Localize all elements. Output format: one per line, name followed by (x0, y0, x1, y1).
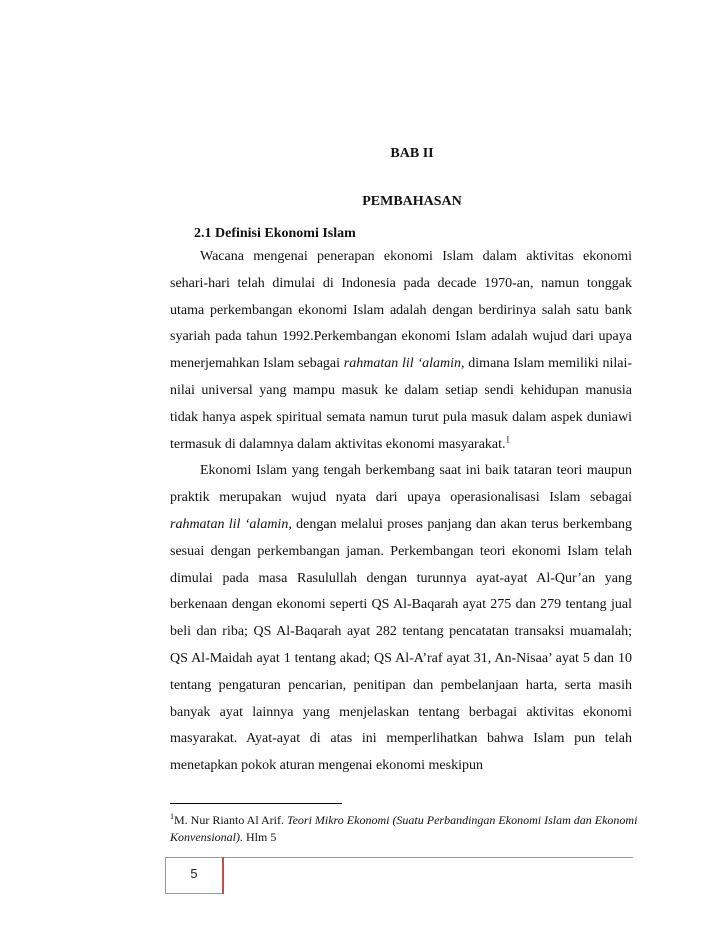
paragraph-1-text-a: Wacana mengenai penerapan ekonomi Islam dalam aktivitas ekonomi sehari-hari telah dimulai di Indonesia pada decade 1970-an, namun tonggak utama perkembangan ekonomi Islam adalah dengan berdirinya salah satu bank syariah pada tahun 1992.Perkembangan ekonomi Islam adalah wujud dari upaya menerjemahkan Islam sebagai (170, 249, 632, 372)
chapter-heading: BAB II (390, 146, 434, 161)
footnote-author: M. Nur Rianto Al Arif. (174, 813, 287, 827)
paragraph-2-text-b: , dengan melalui proses panjang dan akan terus berkembang sesuai dengan perkembangan jaman. Perkembangan teori ekonomi Islam telah dimulai pada masa Rasulullah dengan turunnya ayat-ayat Al-Qur’an yang berkenaan dengan ekonomi seperti QS Al-Baqarah ayat 275 dan 279 tentang jual beli dan riba; QS Al-Baqarah ayat 282 tentang pencatatan transaksi muamalah; QS Al-Maidah ayat 1 tentang akad; QS Al-A’raf ayat 31, An-Nisaa’ ayat 5 dan 10 tentang pengaturan pencarian, penitipan dan pembelanjaan harta, serta masih banyak ayat lainnya yang menjelaskan tentang berbagai aktivitas ekonomi masyarakat. Ayat-ayat di atas ini memperlihatkan bahwa Islam pun telah menetapkan pokok aturan mengenai ekonomi meskipun (170, 516, 632, 774)
footnote-page: Hlm 5 (243, 830, 277, 844)
footnote-reference[interactable]: 1 (505, 433, 511, 444)
paragraph-1-italic: rahmatan lil ‘alamin (343, 356, 462, 372)
body-text (170, 244, 632, 780)
page-number: 5 (190, 866, 198, 881)
paragraph-1-text-b: , dimana Islam memiliki nilai-nilai universal yang mampu masuk ke dalam setiap sendi kehidupan manusia tidak hanya aspek spiritual semata namun turut pula masuk dalam aspek duniawi termasuk di dalamnya dalam aktivitas ekonomi masyarakat. (170, 356, 632, 452)
paragraph-2-text-a: Ekonomi Islam yang tengah berkembang saat ini baik tataran teori maupun praktik merupakan wujud nyata dari upaya operasionalisasi Islam sebagai (170, 463, 632, 506)
paragraph-2-italic: rahmatan lil ‘alamin (170, 516, 289, 532)
page-footer-rule (165, 857, 633, 858)
footnote-divider (170, 803, 342, 804)
paragraph-2 (170, 458, 632, 780)
footnote-number: 1 (170, 812, 174, 821)
paragraph-1 (170, 244, 632, 458)
footnote-title: Teori Mikro Ekonomi (Suatu Perbandingan Ekonomi Islam dan Ekonomi Konvensional). (170, 813, 638, 844)
section-title: PEMBAHASAN (362, 194, 462, 209)
footnote (170, 812, 640, 846)
subsection-heading: 2.1 Definisi Ekonomi Islam (194, 226, 356, 241)
